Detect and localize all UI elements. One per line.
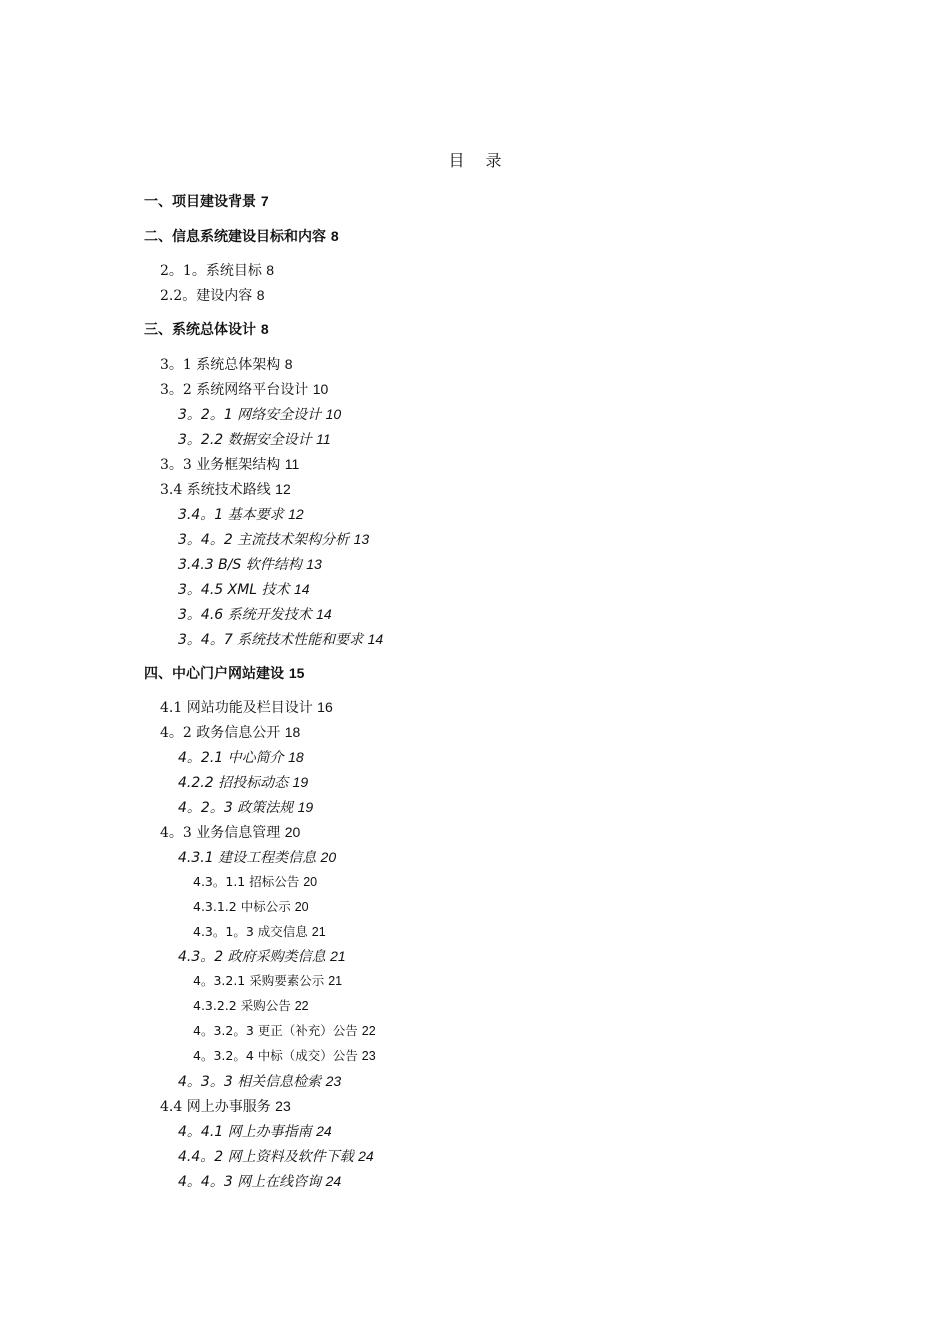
toc-entry-page-number: 24	[316, 1123, 332, 1139]
toc-entry-page-number: 22	[294, 999, 309, 1013]
toc-entry-page-number: 8	[284, 356, 293, 372]
toc-entry-title: 3。3 业务框架结构	[160, 457, 281, 473]
toc-entry[interactable]	[144, 319, 269, 340]
toc-entry-title: 四、中心门户网站建设	[144, 666, 284, 682]
toc-entry[interactable]	[178, 554, 322, 575]
toc-entry-title: 3。4.5 XML 技术	[178, 582, 290, 598]
toc-entry-page-number: 24	[358, 1148, 374, 1164]
toc-entry-page-number: 8	[256, 287, 265, 303]
toc-entry-page-number: 19	[297, 799, 314, 815]
toc-entry-page-number: 8	[266, 262, 275, 278]
toc-entry[interactable]	[160, 285, 265, 306]
toc-entry-title: 4.3.1 建设工程类信息	[178, 850, 317, 866]
toc-entry[interactable]	[178, 847, 336, 868]
toc-entry[interactable]	[160, 454, 299, 475]
toc-entry-title: 3。1 系统总体架构	[160, 357, 281, 373]
toc-entry-page-number: 18	[288, 749, 304, 765]
toc-entry[interactable]	[193, 922, 326, 942]
toc-entry-page-number: 23	[325, 1073, 342, 1089]
toc-entry-page-number: 8	[260, 321, 269, 337]
toc-entry-title: 3。4。2 主流技术架构分析	[178, 532, 350, 548]
toc-entry-page-number: 23	[275, 1098, 291, 1114]
toc-entry-page-number: 20	[284, 824, 301, 840]
toc-entry-title: 4。2。3 政策法规	[178, 800, 294, 816]
toc-entry[interactable]	[160, 379, 328, 400]
toc-entry[interactable]	[193, 872, 317, 892]
toc-entry-title: 4.3.2.2 采购公告	[193, 998, 291, 1013]
toc-entry[interactable]	[160, 1096, 291, 1117]
toc-entry-title: 4。3.2。4 中标（成交）公告	[193, 1048, 358, 1063]
toc-entry[interactable]	[178, 772, 308, 793]
toc-entry-page-number: 21	[328, 974, 343, 988]
toc-entry-page-number: 12	[288, 506, 304, 522]
toc-entry[interactable]	[178, 529, 369, 550]
toc-entry-page-number: 11	[316, 431, 331, 447]
toc-entry-page-number: 12	[275, 481, 291, 497]
toc-entry-page-number: 20	[320, 849, 337, 865]
toc-entry[interactable]	[178, 797, 313, 818]
toc-entry[interactable]	[178, 946, 346, 967]
toc-entry-page-number: 13	[353, 531, 370, 547]
toc-entry-title: 4.1 网站功能及栏目设计	[160, 700, 313, 716]
toc-entry[interactable]	[178, 1121, 332, 1142]
toc-entry[interactable]	[178, 1171, 341, 1192]
toc-entry-page-number: 7	[260, 193, 269, 209]
toc-entry-page-number: 11	[284, 456, 300, 472]
toc-entry[interactable]	[178, 747, 304, 768]
toc-entry-page-number: 10	[325, 406, 342, 422]
toc-entry-page-number: 20	[294, 900, 309, 914]
toc-entry[interactable]	[193, 897, 309, 917]
toc-entry-page-number: 13	[306, 556, 322, 572]
toc-title: 目 录	[448, 151, 510, 170]
toc-entry-page-number: 14	[367, 631, 384, 647]
toc-entry-title: 二、信息系统建设目标和内容	[144, 229, 326, 245]
toc-entry-title: 3。2 系统网络平台设计	[160, 382, 309, 398]
toc-entry[interactable]	[178, 604, 332, 625]
toc-entry-title: 4。3.2。3 更正（补充）公告	[193, 1023, 358, 1038]
toc-entry-page-number: 14	[316, 606, 332, 622]
toc-entry-page-number: 8	[330, 228, 339, 244]
toc-entry[interactable]	[178, 504, 304, 525]
toc-entry-page-number: 18	[284, 724, 301, 740]
toc-entry-page-number: 23	[361, 1049, 376, 1063]
toc-entry[interactable]	[178, 404, 341, 425]
toc-entry[interactable]	[178, 579, 310, 600]
toc-entry-page-number: 16	[317, 699, 333, 715]
toc-entry[interactable]	[178, 629, 383, 650]
toc-entry[interactable]	[193, 1046, 376, 1066]
toc-entry[interactable]	[144, 226, 339, 247]
toc-entry-title: 一、项目建设背景	[144, 194, 256, 210]
toc-entry-page-number: 19	[292, 774, 309, 790]
toc-entry-page-number: 21	[330, 948, 346, 964]
toc-entry-title: 4。3 业务信息管理	[160, 825, 281, 841]
toc-entry[interactable]	[160, 354, 293, 375]
toc-entry-title: 4。4.1 网上办事指南	[178, 1124, 312, 1140]
toc-entry-page-number: 22	[361, 1024, 376, 1038]
toc-entry-title: 3.4 系统技术路线	[160, 482, 271, 498]
toc-entry-title: 3。4.6 系统开发技术	[178, 607, 312, 623]
toc-entry-title: 4。3.2.1 采购要素公示	[193, 973, 325, 988]
toc-entry[interactable]	[178, 1146, 374, 1167]
toc-entry-title: 4.3。1.1 招标公告	[193, 874, 300, 889]
toc-entry-title: 4.3.1.2 中标公示	[193, 899, 291, 914]
toc-entry-title: 4。3。3 相关信息检索	[178, 1074, 322, 1090]
toc-entry[interactable]	[178, 1071, 341, 1092]
toc-entry-title: 4.2.2 招投标动态	[178, 775, 289, 791]
toc-entry-page-number: 14	[294, 581, 310, 597]
toc-entry[interactable]	[193, 971, 342, 991]
toc-entry-page-number: 15	[288, 665, 305, 681]
toc-entry[interactable]	[160, 479, 291, 500]
toc-entry[interactable]	[144, 663, 304, 684]
toc-entry[interactable]	[193, 996, 309, 1016]
toc-entry-page-number: 10	[312, 381, 329, 397]
toc-entry-title: 4.4。2 网上资料及软件下载	[178, 1149, 354, 1165]
toc-entry-page-number: 21	[311, 925, 326, 939]
toc-entry-title: 三、系统总体设计	[144, 322, 256, 338]
toc-entry-title: 3。4。7 系统技术性能和要求	[178, 632, 364, 648]
toc-entry-title: 4。4。3 网上在线咨询	[178, 1174, 322, 1190]
toc-entry-page-number: 20	[303, 875, 318, 889]
toc-entry-page-number: 24	[325, 1173, 342, 1189]
toc-entry-title: 4.3。2 政府采购类信息	[178, 949, 326, 965]
toc-entry[interactable]	[144, 191, 269, 212]
toc-entry-title: 4.3。1。3 成交信息	[193, 924, 308, 939]
toc-entry-title: 4。2.1 中心简介	[178, 750, 284, 766]
toc-entry-title: 3。2。1 网络安全设计	[178, 407, 322, 423]
toc-entry-title: 2。1。系统目标	[160, 263, 262, 279]
toc-entry[interactable]	[193, 1021, 376, 1041]
toc-entry[interactable]	[160, 822, 300, 843]
toc-entry[interactable]	[160, 697, 333, 718]
toc-entry[interactable]	[160, 260, 274, 281]
toc-entry-title: 3。2.2 数据安全设计	[178, 432, 312, 448]
toc-entry-title: 4.4 网上办事服务	[160, 1099, 271, 1115]
toc-entry-title: 2.2。建设内容	[160, 288, 253, 304]
toc-entry-title: 4。2 政务信息公开	[160, 725, 281, 741]
toc-entry[interactable]	[160, 722, 300, 743]
toc-entry[interactable]	[178, 429, 331, 450]
toc-entry-title: 3.4.3 B/S 软件结构	[178, 557, 302, 573]
toc-entry-title: 3.4。1 基本要求	[178, 507, 284, 523]
